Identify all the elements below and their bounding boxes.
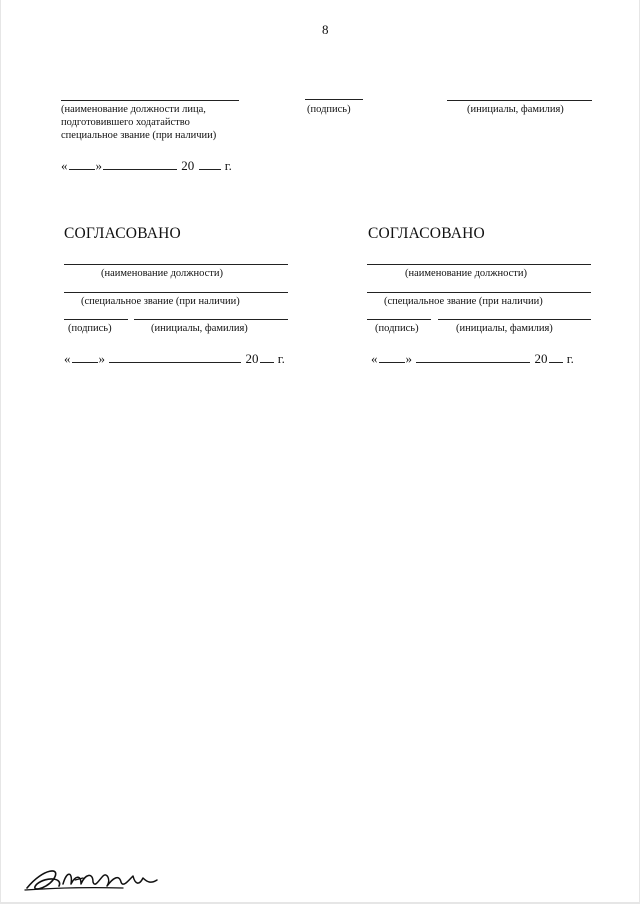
approval-right-signature-line — [367, 319, 431, 320]
approval-left-date-row — [64, 350, 285, 367]
applicant-signature-caption: (подпись) — [307, 104, 351, 115]
year-prefix: 20 — [245, 351, 259, 366]
applicant-position-caption-line-2: подготовившего ходатайство — [61, 117, 190, 128]
month-blank — [416, 350, 530, 363]
applicant-position-caption-line-3: специальное звание (при наличии) — [61, 130, 217, 141]
approval-left-signature-line — [64, 319, 128, 320]
approval-heading-left: СОГЛАСОВАНО — [64, 225, 181, 242]
approval-right-name-caption: (инициалы, фамилия) — [456, 323, 553, 334]
applicant-position-line — [61, 100, 239, 101]
approval-left-position-line — [64, 264, 288, 265]
year-suffix: г. — [277, 351, 285, 366]
date-close-quote: » — [405, 351, 412, 366]
date-close-quote: » — [95, 158, 102, 173]
year-blank — [199, 157, 221, 170]
date-open-quote: « — [61, 158, 68, 173]
year-blank — [549, 350, 563, 363]
approval-right-date-row — [371, 350, 574, 367]
approval-right-name-line — [438, 319, 591, 320]
page-number: 8 — [322, 22, 329, 37]
approval-right-signature-caption: (подпись) — [375, 323, 419, 334]
approval-left-signature-caption: (подпись) — [68, 323, 112, 334]
applicant-position-caption-line-1: (наименование должности лица, — [61, 104, 206, 115]
approval-heading-right: СОГЛАСОВАНО — [368, 225, 485, 242]
approval-right-position-caption: (наименование должности) — [405, 268, 528, 279]
month-blank — [103, 157, 177, 170]
month-blank — [109, 350, 241, 363]
approval-right-rank-caption: (специальное звание (при наличии) — [384, 296, 543, 307]
approval-left-name-caption: (инициалы, фамилия) — [151, 323, 248, 334]
approval-left-rank-caption: (специальное звание (при наличии) — [81, 296, 240, 307]
year-suffix: г. — [566, 351, 574, 366]
date-open-quote: « — [371, 351, 378, 366]
applicant-name-caption: (инициалы, фамилия) — [467, 104, 564, 115]
approval-left-position-caption: (наименование должности) — [101, 268, 224, 279]
day-blank — [379, 350, 405, 363]
day-blank — [69, 157, 95, 170]
applicant-signature-line — [305, 99, 363, 100]
day-blank — [72, 350, 98, 363]
approval-right-position-line — [367, 264, 591, 265]
date-close-quote: » — [98, 351, 105, 366]
year-prefix: 20 — [181, 158, 195, 173]
approval-right-rank-line — [367, 292, 591, 293]
approval-left-name-line — [134, 319, 288, 320]
date-open-quote: « — [64, 351, 71, 366]
applicant-date-row — [61, 157, 232, 174]
approval-left-rank-line — [64, 292, 288, 293]
year-prefix: 20 — [534, 351, 548, 366]
year-blank — [260, 350, 274, 363]
applicant-name-line — [447, 100, 592, 101]
handwritten-signature — [23, 858, 163, 898]
year-suffix: г. — [224, 158, 232, 173]
document-page — [1, 0, 639, 902]
